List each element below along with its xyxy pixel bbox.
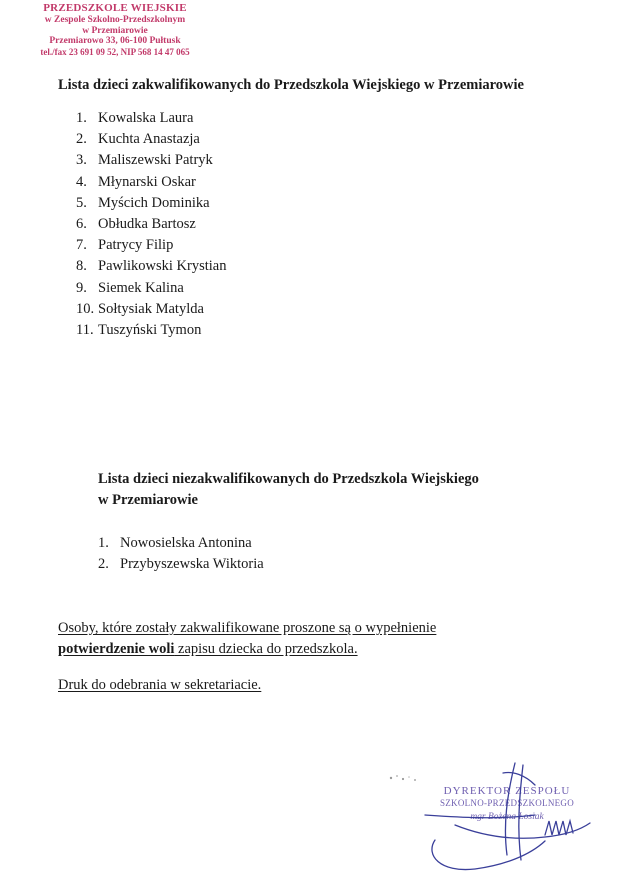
child-name: Siemek Kalina xyxy=(98,279,184,296)
child-name: Tuszyński Tymon xyxy=(98,322,202,339)
list-number: 11. xyxy=(76,322,94,339)
title-line-2: w Przemiarowie xyxy=(98,492,198,508)
child-name: Młynarski Oskar xyxy=(98,173,196,190)
list-number: 1. xyxy=(76,110,87,126)
not-qualified-list xyxy=(98,533,264,575)
stamp-line-4: Przemiarowo 33, 06-100 Pułtusk xyxy=(49,36,181,47)
child-name: Myścich Dominika xyxy=(98,194,210,211)
list-item xyxy=(76,214,226,235)
stamp-line-2: w Zespole Szkolno-Przedszkolnym xyxy=(44,14,186,25)
child-name: Patrycy Filip xyxy=(98,237,174,254)
list-number: 1. xyxy=(98,535,109,551)
list-item xyxy=(76,235,226,256)
list-number: 5. xyxy=(76,194,87,211)
child-name: Kuchta Anastazja xyxy=(98,131,200,148)
school-stamp xyxy=(20,2,210,58)
notice-line-1: Osoby, które zostały zakwalifikowane proszone są o wypełnienie xyxy=(58,620,437,636)
title-line-1: Lista dzieci niezakwalifikowanych do Przedszkola Wiejskiego xyxy=(98,471,479,487)
list-item xyxy=(76,256,226,277)
list-number: 3. xyxy=(76,152,87,169)
qualified-list-title: Lista dzieci zakwalifikowanych do Przedszkola Wiejskiego w Przemiarowie xyxy=(58,77,524,93)
child-name: Nowosielska Antonina xyxy=(120,535,252,551)
child-name: Maliszewski Patryk xyxy=(98,152,213,169)
child-name: Sołtysiak Matylda xyxy=(98,300,204,317)
director-stamp-line-2: SZKOLNO-PRZEDSZKOLNEGO xyxy=(439,797,575,808)
child-name: Kowalska Laura xyxy=(98,110,194,126)
confirmation-notice xyxy=(58,618,436,660)
not-qualified-list-title xyxy=(98,469,479,511)
list-item xyxy=(98,554,264,575)
stamp-line-1: PRZEDSZKOLE WIEJSKIE xyxy=(43,2,187,14)
stamp-line-3: w Przemiarowie xyxy=(82,25,148,36)
qualified-list xyxy=(76,108,226,341)
list-item xyxy=(76,299,226,320)
list-number: 10. xyxy=(76,300,95,317)
list-item xyxy=(76,150,226,171)
pickup-notice: Druk do odebrania w sekretariacie. xyxy=(58,677,262,693)
director-stamp-line-3: mgr Bożena Łosiak xyxy=(470,811,544,822)
list-number: 4. xyxy=(76,173,87,190)
director-stamp-line-1: DYREKTOR ZESPOŁU xyxy=(443,785,571,797)
list-number: 2. xyxy=(76,131,87,148)
child-name: Obłudka Bartosz xyxy=(98,216,196,233)
child-name: Pawlikowski Krystian xyxy=(98,258,227,275)
list-item xyxy=(76,108,226,129)
child-name: Przybyszewska Wiktoria xyxy=(120,556,264,573)
notice-line-2-rest: zapisu dziecka do przedszkola. xyxy=(174,641,358,657)
list-number: 7. xyxy=(76,237,87,254)
list-number: 6. xyxy=(76,216,87,233)
list-number: 2. xyxy=(98,556,109,573)
list-item xyxy=(76,172,226,193)
list-number: 8. xyxy=(76,258,87,275)
list-item xyxy=(76,278,226,299)
notice-bold-phrase: potwierdzenie woli xyxy=(58,641,175,657)
director-signature xyxy=(395,745,595,885)
list-number: 9. xyxy=(76,279,87,296)
stamp-line-5: tel./fax 23 691 09 52, NIP 568 14 47 065 xyxy=(40,47,190,58)
list-item xyxy=(98,533,264,554)
list-item xyxy=(76,193,226,214)
list-item xyxy=(76,129,226,150)
list-item xyxy=(76,320,226,341)
